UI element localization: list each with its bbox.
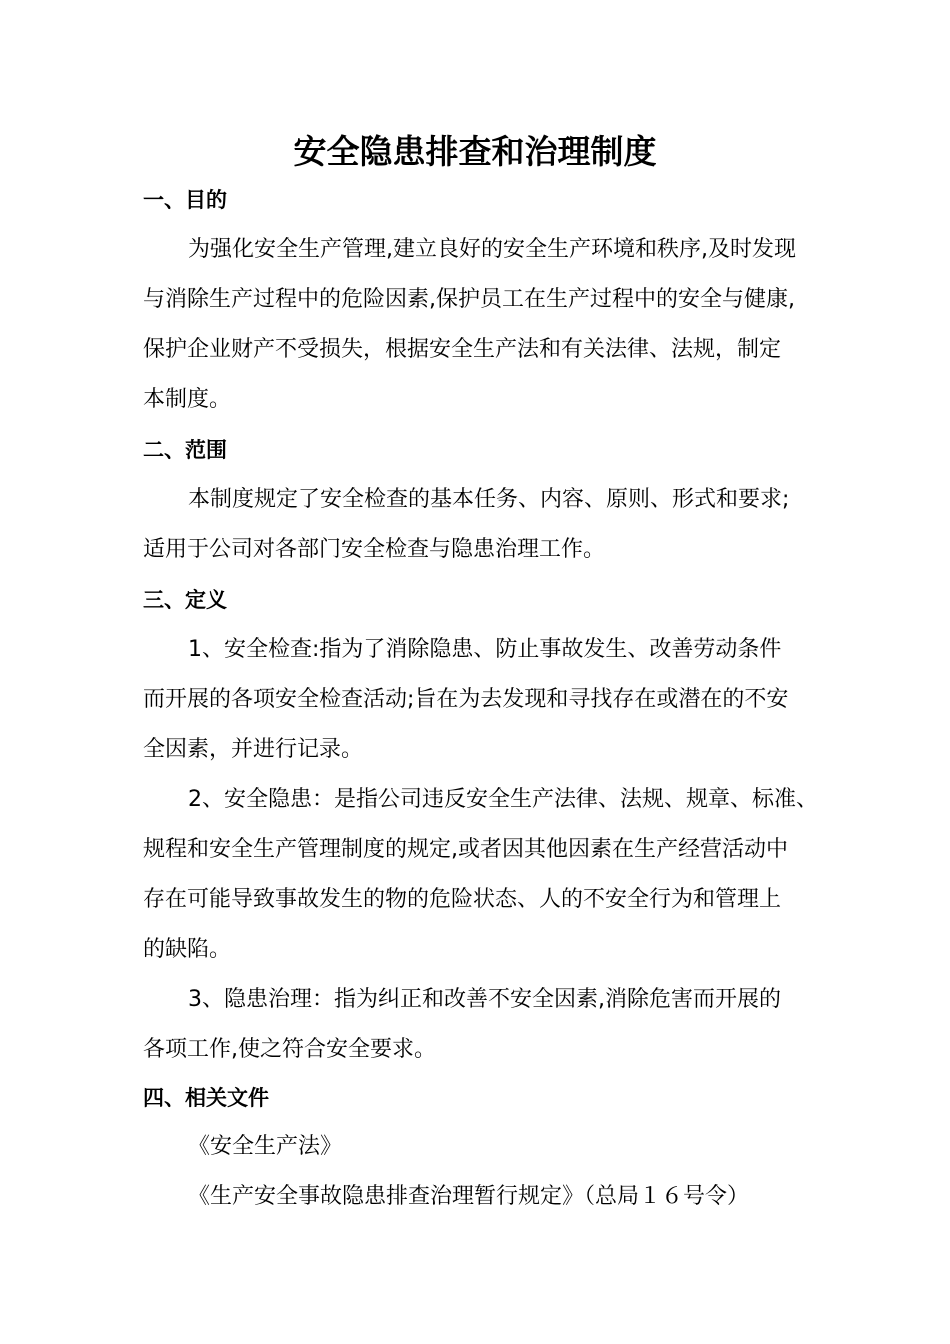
paragraph-line: 存在可能导致事故发生的物的危险状态、人的不安全行为和管理上 [143,887,782,912]
paragraph-line: 2、安全隐患：是指公司违反安全生产法律、法规、规章、标准、 [188,787,818,812]
reference-item: 《生产安全事故隐患排查治理暂行规定》（总局１６号令） [188,1184,750,1209]
paragraph-line: 3、隐患治理：指为纠正和改善不安全因素,消除危害而开展的 [188,987,781,1012]
section-heading-scope: 二、范围 [143,438,227,462]
reference-item: 《安全生产法》 [188,1134,343,1159]
document-title: 安全隐患排查和治理制度 [293,132,657,171]
paragraph-line: 1、安全检查:指为了消除隐患、防止事故发生、改善劳动条件 [188,637,782,662]
paragraph-line: 本制度。 [143,387,232,412]
paragraph-line: 各项工作,使之符合安全要求。 [143,1037,436,1062]
paragraph-line: 保护企业财产不受损失，根据安全生产法和有关法律、法规，制定 [143,337,782,362]
section-heading-related-documents: 四、相关文件 [143,1086,269,1110]
section-heading-purpose: 一、目的 [143,188,227,212]
paragraph-line: 适用于公司对各部门安全检查与隐患治理工作。 [143,537,606,562]
paragraph-line: 而开展的各项安全检查活动;旨在为去发现和寻找存在或潜在的不安 [143,687,789,712]
paragraph-line: 规程和安全生产管理制度的规定,或者因其他因素在生产经营活动中 [143,837,788,862]
paragraph-line: 本制度规定了安全检查的基本任务、内容、原则、形式和要求; [188,487,790,512]
section-heading-definitions: 三、定义 [143,588,227,612]
paragraph-line: 全因素，并进行记录。 [143,737,364,762]
paragraph-line: 的缺陷。 [143,937,232,962]
paragraph-line: 为强化安全生产管理,建立良好的安全生产环境和秩序,及时发现 [188,237,796,262]
paragraph-line: 与消除生产过程中的危险因素,保护员工在生产过程中的安全与健康, [143,287,795,312]
